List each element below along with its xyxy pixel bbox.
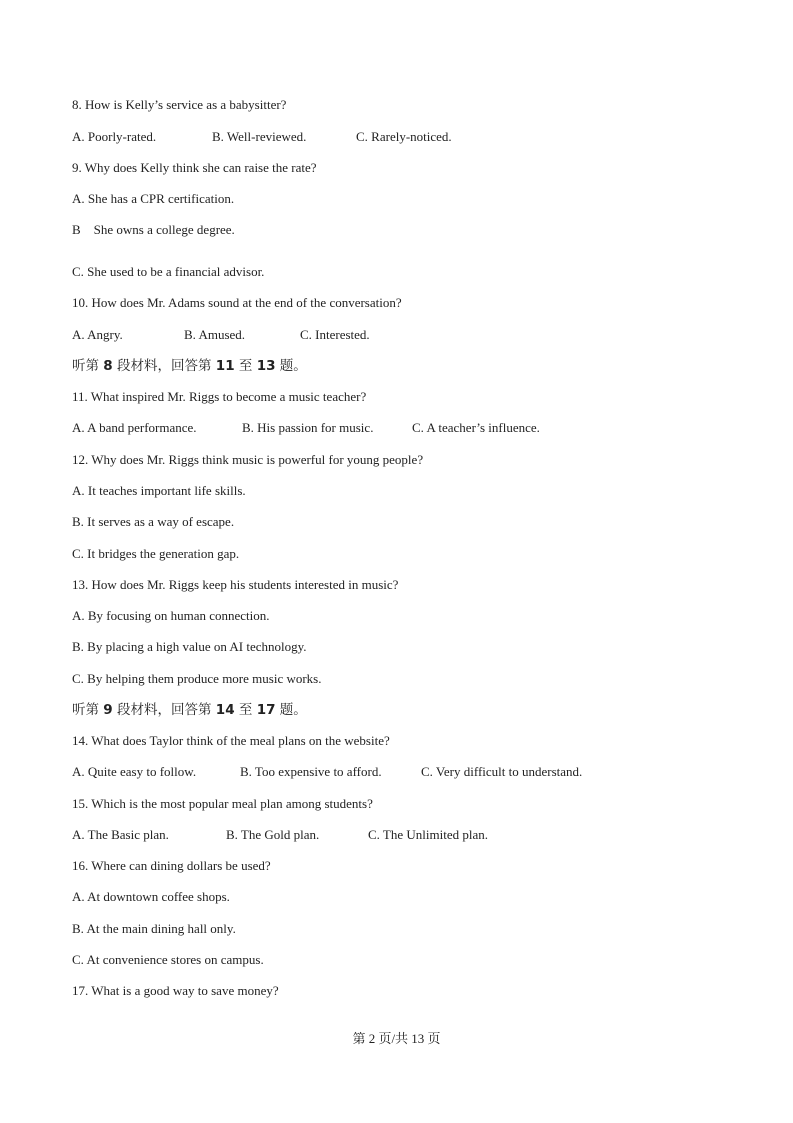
option-a: A. The Basic plan.	[72, 827, 169, 842]
option-b: B. His passion for music.	[242, 420, 374, 435]
option-a: A. By focusing on human connection.	[72, 608, 270, 623]
option-a: A. Poorly-rated.	[72, 129, 157, 144]
question-15: 15. Which is the most popular meal plan among students?	[72, 796, 373, 811]
option-b: B She owns a college degree.	[72, 222, 235, 237]
question-8: 8. How is Kelly’s service as a babysitter?	[72, 97, 287, 112]
section-heading-9: 听第 9 段材料，回答第 14 至 17 题。	[72, 702, 307, 718]
option-b: B. Too expensive to afford.	[240, 764, 382, 779]
option-c: C. The Unlimited plan.	[368, 827, 488, 842]
question-9: 9. Why does Kelly think she can raise the rate?	[72, 160, 317, 175]
option-a: A. A band performance.	[72, 420, 197, 435]
option-c: C. At convenience stores on campus.	[72, 952, 264, 967]
option-a: A. At downtown coffee shops.	[72, 889, 230, 904]
section-heading-8: 听第 8 段材料，回答第 11 至 13 题。	[72, 358, 307, 374]
option-a: A. Quite easy to follow.	[72, 764, 197, 779]
option-b: B. The Gold plan.	[226, 827, 320, 842]
option-a: A. Angry.	[72, 327, 123, 342]
option-c: C. Rarely-noticed.	[356, 129, 452, 144]
option-a: A. It teaches important life skills.	[72, 483, 246, 498]
question-16: 16. Where can dining dollars be used?	[72, 858, 271, 873]
option-b: B. It serves as a way of escape.	[72, 514, 235, 529]
question-10: 10. How does Mr. Adams sound at the end of the conversation?	[72, 295, 402, 310]
option-b: B. At the main dining hall only.	[72, 921, 236, 936]
option-b: B. By placing a high value on AI technology.	[72, 639, 307, 654]
option-c: C. Interested.	[300, 327, 370, 342]
question-12: 12. Why does Mr. Riggs think music is powerful for young people?	[72, 452, 424, 467]
option-b: B. Well-reviewed.	[212, 129, 307, 144]
option-b: B. Amused.	[184, 327, 246, 342]
option-c: C. She used to be a financial advisor.	[72, 264, 265, 279]
option-c: C. By helping them produce more music works.	[72, 671, 322, 686]
option-c: C. It bridges the generation gap.	[72, 546, 240, 561]
option-c: C. Very difficult to understand.	[421, 764, 583, 779]
page-number: 第 2 页/共 13 页	[352, 1031, 441, 1046]
option-c: C. A teacher’s influence.	[412, 420, 540, 435]
question-13: 13. How does Mr. Riggs keep his students interested in music?	[72, 577, 399, 592]
question-11: 11. What inspired Mr. Riggs to become a music teacher?	[72, 389, 367, 404]
question-17: 17. What is a good way to save money?	[72, 983, 279, 998]
question-14: 14. What does Taylor think of the meal plans on the website?	[72, 733, 390, 748]
option-a: A. She has a CPR certification.	[72, 191, 235, 206]
